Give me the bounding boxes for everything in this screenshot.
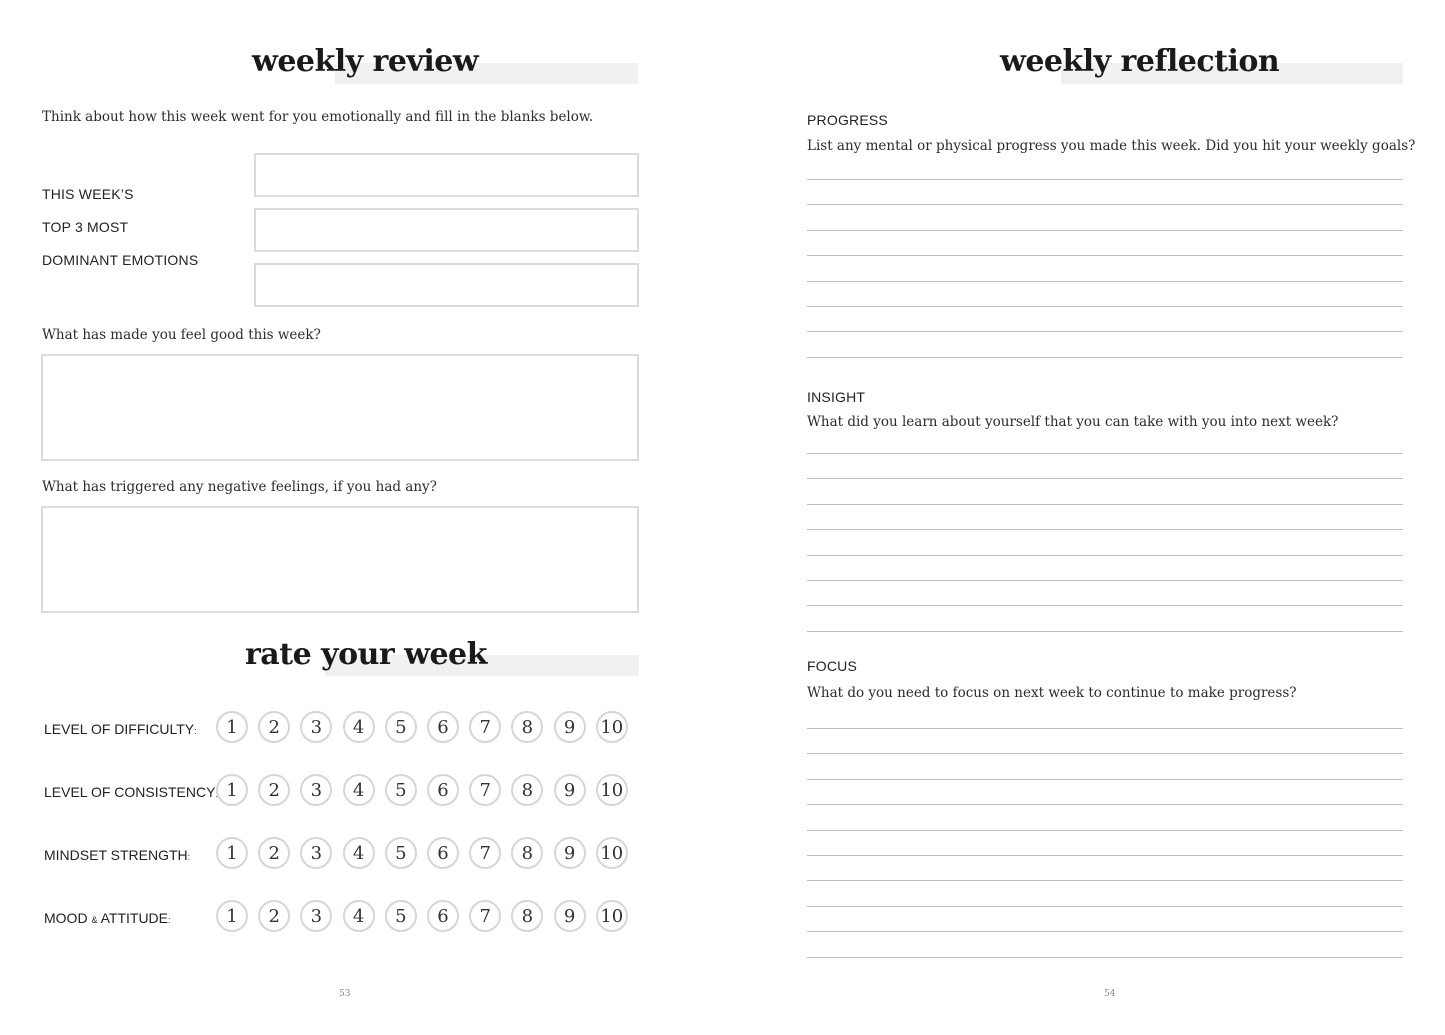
rating-option-4[interactable]: 4 xyxy=(343,711,375,743)
rating-option-5[interactable]: 5 xyxy=(385,837,417,869)
section-prompt-insight: What did you learn about yourself that you can take with you into next week? xyxy=(807,414,1339,430)
section-heading-progress: PROGRESS xyxy=(807,112,888,128)
writing-line[interactable] xyxy=(807,281,1403,282)
rating-option-5[interactable]: 5 xyxy=(385,711,417,743)
rating-option-4[interactable]: 4 xyxy=(343,837,375,869)
rating-label-text: MOOD xyxy=(44,910,88,926)
rating-option-2[interactable]: 2 xyxy=(258,837,290,869)
rating-option-9[interactable]: 9 xyxy=(554,711,586,743)
left-page xyxy=(0,0,722,1035)
rating-option-9[interactable]: 9 xyxy=(554,774,586,806)
rating-label xyxy=(44,910,171,926)
rating-option-4[interactable]: 4 xyxy=(343,900,375,932)
rating-label-text: ATTITUDE xyxy=(100,910,168,926)
rating-option-7[interactable]: 7 xyxy=(469,774,501,806)
rating-option-2[interactable]: 2 xyxy=(258,711,290,743)
section-heading-focus: FOCUS xyxy=(807,658,857,674)
rating-label-text: LEVEL OF DIFFICULTY xyxy=(44,721,195,737)
rating-option-6[interactable]: 6 xyxy=(427,711,459,743)
rating-option-9[interactable]: 9 xyxy=(554,900,586,932)
rating-option-9[interactable]: 9 xyxy=(554,837,586,869)
writing-line[interactable] xyxy=(807,179,1403,180)
page-title: weekly review xyxy=(252,44,479,79)
rating-option-3[interactable]: 3 xyxy=(300,711,332,743)
writing-line[interactable] xyxy=(807,779,1403,780)
rating-option-6[interactable]: 6 xyxy=(427,774,459,806)
good-question: What has made you feel good this week? xyxy=(42,327,321,343)
writing-line[interactable] xyxy=(807,931,1403,932)
rating-option-2[interactable]: 2 xyxy=(258,774,290,806)
page-number: 53 xyxy=(339,989,351,999)
rating-option-7[interactable]: 7 xyxy=(469,900,501,932)
writing-line[interactable] xyxy=(807,728,1403,729)
page-title: weekly reflection xyxy=(1000,44,1280,79)
rating-label-text: MINDSET STRENGTH xyxy=(44,847,188,863)
rating-row-consistency xyxy=(44,774,644,812)
page-number: 54 xyxy=(1104,989,1116,999)
writing-line[interactable] xyxy=(807,555,1403,556)
rating-option-10[interactable]: 10 xyxy=(596,774,628,806)
rating-label-colon: : xyxy=(187,852,191,862)
weekly-review-heading xyxy=(250,44,640,84)
rating-row-mindset xyxy=(44,837,644,875)
section-heading-insight: INSIGHT xyxy=(807,389,866,405)
emotion-input-1[interactable] xyxy=(254,153,639,197)
rating-option-6[interactable]: 6 xyxy=(427,900,459,932)
rating-label xyxy=(44,847,190,863)
writing-line[interactable] xyxy=(807,753,1403,754)
rating-option-7[interactable]: 7 xyxy=(469,711,501,743)
writing-line[interactable] xyxy=(807,580,1403,581)
section-prompt-progress: List any mental or physical progress you made this week. Did you hit your weekly goals? xyxy=(807,138,1416,154)
writing-line[interactable] xyxy=(807,605,1403,606)
rating-option-10[interactable]: 10 xyxy=(596,837,628,869)
rating-label-text: LEVEL OF CONSISTENCY xyxy=(44,784,216,800)
writing-line[interactable] xyxy=(807,880,1403,881)
writing-line[interactable] xyxy=(807,204,1403,205)
rating-option-8[interactable]: 8 xyxy=(511,837,543,869)
writing-line[interactable] xyxy=(807,855,1403,856)
emotion-input-2[interactable] xyxy=(254,208,639,252)
emotions-label-line-1: THIS WEEK’S xyxy=(42,186,134,202)
emotions-label-line-3: DOMINANT EMOTIONS xyxy=(42,252,199,268)
writing-line[interactable] xyxy=(807,331,1403,332)
rating-label xyxy=(44,721,197,737)
rating-label xyxy=(44,784,218,800)
right-page xyxy=(722,0,1445,1035)
writing-line[interactable] xyxy=(807,957,1403,958)
rating-label-amp: & xyxy=(91,915,98,925)
negative-answer-box[interactable] xyxy=(41,506,639,613)
rating-option-1[interactable]: 1 xyxy=(216,900,248,932)
emotion-input-3[interactable] xyxy=(254,263,639,307)
rating-option-8[interactable]: 8 xyxy=(511,711,543,743)
rating-option-8[interactable]: 8 xyxy=(511,774,543,806)
writing-line[interactable] xyxy=(807,306,1403,307)
rating-label-colon: : xyxy=(194,726,197,736)
rating-option-10[interactable]: 10 xyxy=(596,900,628,932)
rate-your-week-heading xyxy=(244,637,640,677)
writing-line[interactable] xyxy=(807,631,1403,632)
rating-option-5[interactable]: 5 xyxy=(385,774,417,806)
writing-line[interactable] xyxy=(807,504,1403,505)
rating-option-10[interactable]: 10 xyxy=(596,711,628,743)
writing-line[interactable] xyxy=(807,906,1403,907)
rating-option-3[interactable]: 3 xyxy=(300,837,332,869)
rating-option-1[interactable]: 1 xyxy=(216,774,248,806)
writing-line[interactable] xyxy=(807,804,1403,805)
writing-line[interactable] xyxy=(807,453,1403,454)
rating-option-3[interactable]: 3 xyxy=(300,774,332,806)
emotions-label-line-2: TOP 3 MOST xyxy=(42,219,129,235)
rating-option-8[interactable]: 8 xyxy=(511,900,543,932)
good-answer-box[interactable] xyxy=(41,354,639,461)
rating-option-1[interactable]: 1 xyxy=(216,711,248,743)
writing-line[interactable] xyxy=(807,830,1403,831)
rating-option-2[interactable]: 2 xyxy=(258,900,290,932)
rating-option-3[interactable]: 3 xyxy=(300,900,332,932)
weekly-reflection-heading xyxy=(998,44,1404,84)
rating-label-colon: : xyxy=(168,915,171,925)
rating-option-6[interactable]: 6 xyxy=(427,837,459,869)
rating-option-7[interactable]: 7 xyxy=(469,837,501,869)
writing-line[interactable] xyxy=(807,255,1403,256)
rating-option-1[interactable]: 1 xyxy=(216,837,248,869)
writing-line[interactable] xyxy=(807,529,1403,530)
section-prompt-focus: What do you need to focus on next week to continue to make progress? xyxy=(807,685,1297,701)
rating-row-difficulty xyxy=(44,711,644,749)
rating-option-4[interactable]: 4 xyxy=(343,774,375,806)
rating-option-5[interactable]: 5 xyxy=(385,900,417,932)
writing-line[interactable] xyxy=(807,230,1403,231)
negative-question: What has triggered any negative feelings, if you had any? xyxy=(42,479,437,495)
rating-row-mood xyxy=(44,900,644,938)
writing-line[interactable] xyxy=(807,478,1403,479)
rate-title: rate your week xyxy=(245,637,487,672)
intro-text: Think about how this week went for you emotionally and fill in the blanks below. xyxy=(42,109,594,125)
writing-line[interactable] xyxy=(807,357,1403,358)
